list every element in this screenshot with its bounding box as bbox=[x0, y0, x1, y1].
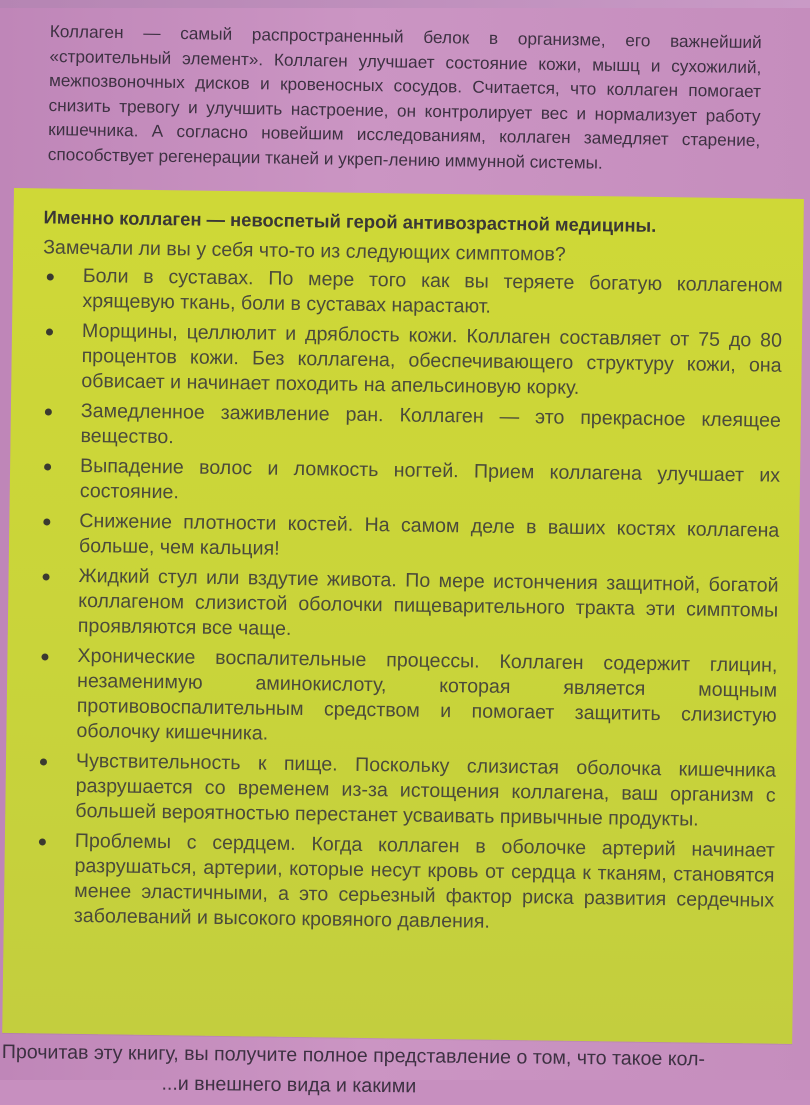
bullet-icon bbox=[41, 653, 48, 660]
intro-paragraph: Коллаген — самый распространенный белок в организме, его важнейший «строительный элемент». Коллаген улучшает состояние кожи, мышц и сухожилий, межпозвоночных дисков и кровеносных сосудов. Считается, что коллаген помогает снизить тревогу и улучшить настроение, он контролирует вес и нормализует работу кишечника. А согласно новейшим исследованиям, коллаген замедляет старение, способствует регенерации тканей и укреп-лению иммунной системы. bbox=[47, 21, 762, 173]
symptom-item bbox=[40, 398, 781, 458]
symptom-text: Морщины, целлюлит и дряблость кожи. Коллаген составляет от 75 до 80 процентов кожи. Без коллагена, обеспечивающего структуру кожи, она обвисает и начинает походить на апельсиновую корку. bbox=[81, 319, 783, 399]
bullet-icon bbox=[44, 463, 51, 470]
symptom-item bbox=[38, 563, 779, 648]
symptom-item bbox=[40, 453, 781, 513]
symptom-text: Жидкий стул или вздутие живота. По мере истончения защитной, богатой коллагеном слизистой оболочки пищеварительного тракта эти симптомы проявляются все чаще. bbox=[77, 564, 779, 640]
symptom-text: Выпадение волос и ломкость ногтей. Прием коллагена улучшает их состояние. bbox=[79, 454, 781, 504]
symptom-item bbox=[39, 508, 780, 568]
symptom-item bbox=[42, 263, 783, 323]
symptom-text: Замедленное заживление ран. Коллаген — это прекрасное клеящее вещество. bbox=[80, 399, 781, 449]
bullet-icon bbox=[39, 838, 46, 845]
bullet-icon bbox=[43, 573, 50, 580]
outro-line-1: Прочитав эту книгу, вы получите полное представление о том, что такое кол- bbox=[1, 1040, 706, 1071]
bullet-icon bbox=[47, 273, 54, 280]
symptom-item bbox=[34, 828, 775, 938]
outro-line-2: ...и внешнего вида и какими bbox=[161, 1072, 417, 1098]
symptom-text: Снижение плотности костей. На самом деле в ваших костях коллагена больше, чем кальция! bbox=[78, 509, 780, 560]
symptoms-question: Замечали ли вы у себя что-то из следующих симптомов? bbox=[43, 236, 566, 266]
symptom-text: Боли в суставах. По мере того как вы теряете богатую коллагеном хрящевую ткань, боли в суставах нарастают. bbox=[82, 264, 783, 318]
page-top-edge bbox=[0, 0, 810, 8]
symptom-text: Проблемы с сердцем. Когда коллаген в оболочке артерий начинает разрушаться, артерии, которые несут кровь от сердца к тканям, становятся менее эластичными, а это серьезный фактор риска развития сердечных заболеваний и высокого кровяного давления. bbox=[73, 829, 775, 933]
symptom-item bbox=[35, 748, 776, 833]
bullet-icon bbox=[43, 518, 50, 525]
bullet-icon bbox=[46, 328, 53, 335]
symptom-text: Хронические воспалительные процессы. Коллаген содержит глицин, незаменимую аминокислоту, которая является мощным противовоспалительным средством и помогает защитить слизистую оболочку кишечника. bbox=[76, 644, 778, 745]
bullet-icon bbox=[45, 408, 52, 415]
symptoms-box-content bbox=[34, 204, 784, 943]
outro-paragraph bbox=[1, 1037, 802, 1105]
symptom-list bbox=[34, 263, 783, 938]
symptom-text: Чувствительность к пище. Поскольку слизистая оболочка кишечника разрушается со временем из-за истощения коллагена, ваш организм с большей вероятностью перестанет усваивать привычные продукты. bbox=[75, 749, 777, 831]
bullet-icon bbox=[40, 758, 47, 765]
symptoms-box bbox=[2, 188, 804, 1044]
symptoms-box-heading: Именно коллаген — невоспетый герой антивозрастной медицины. bbox=[43, 206, 657, 236]
symptom-item bbox=[36, 643, 777, 753]
symptom-item bbox=[41, 318, 782, 403]
